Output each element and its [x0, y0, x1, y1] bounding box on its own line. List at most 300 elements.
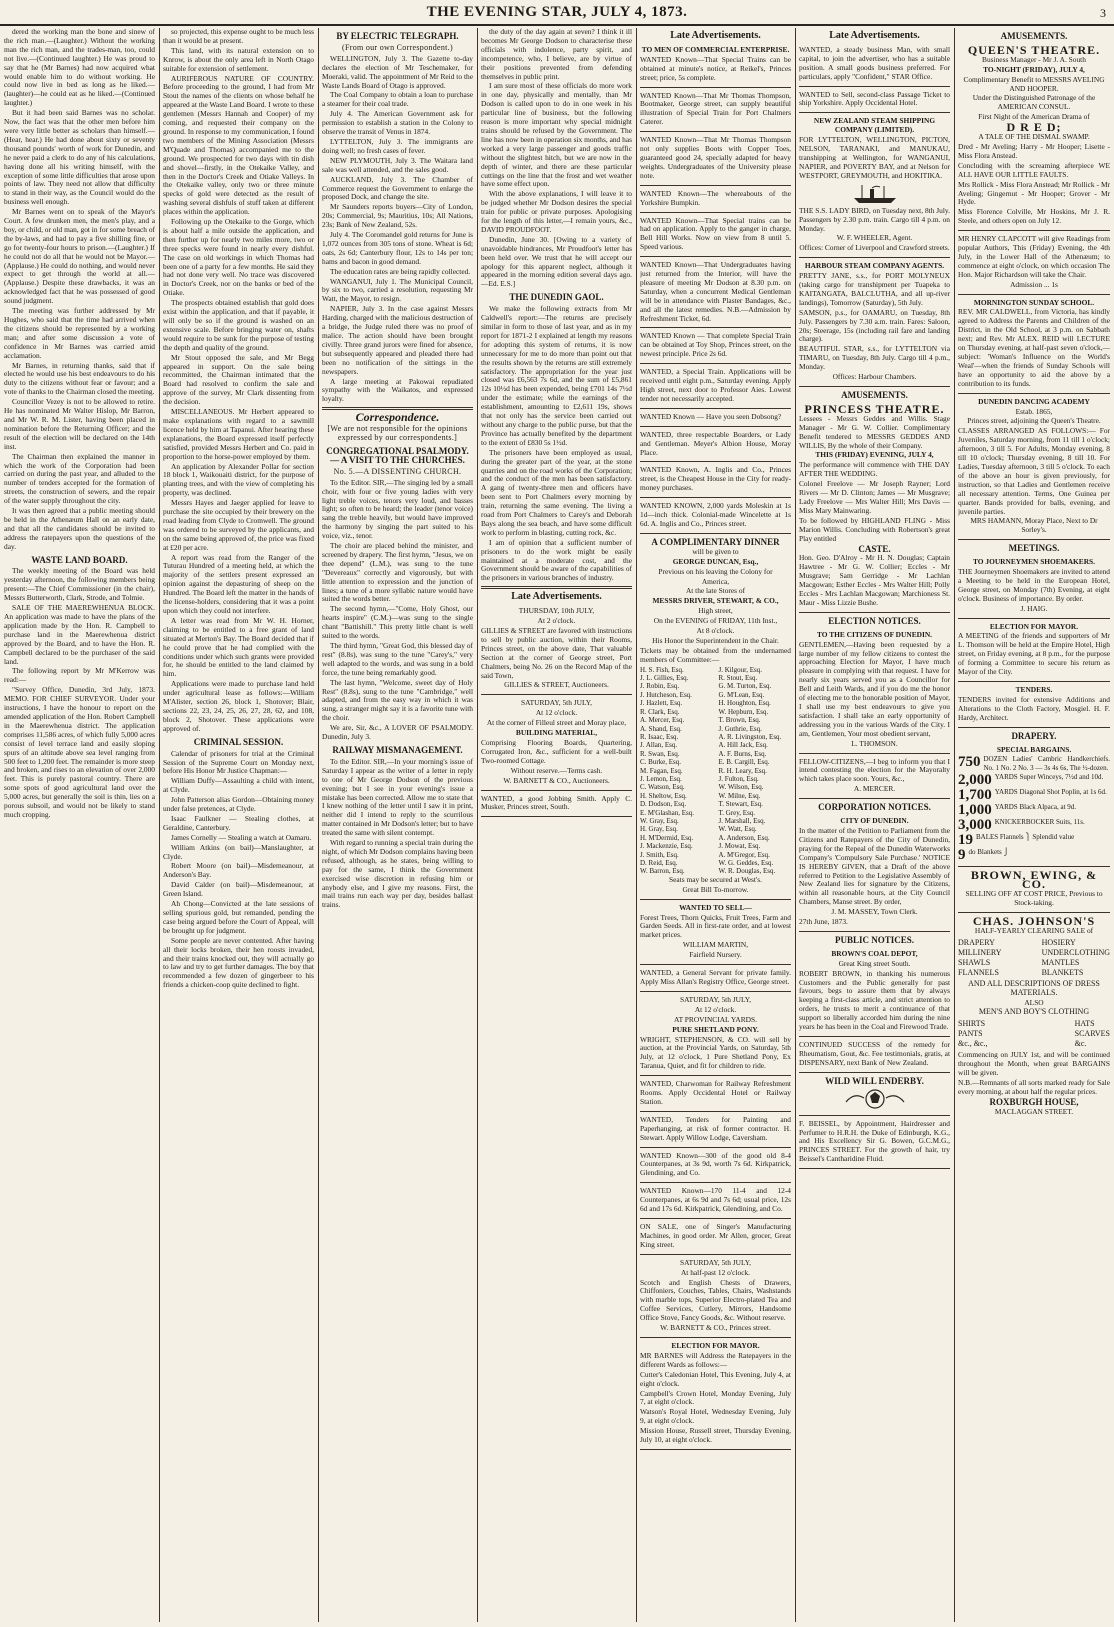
- ad-text: FOR LYTTELTON, WELLINGTON, PICTON, NELSON, TARANAKI, and MANUKAU, transhipping at Wellington, for WANGANUI, NAPIER, and POVERTY BAY, and at Nelson for WESTPORT, GREYMOUTH, and HOKITIKA.: [799, 135, 950, 180]
- letter-paragraph: The third hymn, "Great God, this blessed day of rest" (8.8s), was sung to the tune "Carey's," very well adapted to the words, and was sung in a bold force, the tune being remarkably good.: [322, 641, 473, 677]
- auction-item: BUILDING MATERIAL,: [515, 728, 598, 738]
- corporation-notice: [799, 815, 950, 932]
- ad-signature: A. MERCER.: [853, 784, 896, 794]
- bargain-text: BALES Flannels ⎫ Splendid value: [976, 833, 1075, 842]
- section-heading: WASTE LAND BOARD.: [31, 554, 128, 565]
- election-ad: [799, 629, 950, 754]
- committee-member: W. R. Douglas, Esq.: [718, 867, 776, 876]
- committee-member: J. Mowat, Esq.: [718, 842, 761, 851]
- goods-item: HOSIERY: [1041, 937, 1076, 947]
- ad-text: THE S.S. LADY BIRD, on Tuesday next, 8th July. Passengers by 2.30 p.m. train. Cargo till 4 p.m. on Monday.: [799, 205, 950, 233]
- dancing-ad: [958, 396, 1110, 541]
- play-title: CASTE.: [858, 543, 891, 554]
- letter-paragraph: To the Editor. SIR,—The singing led by a small choir, with four or five young ladies with very light treble voices, tenors very loud, and basses light; so often to be heard; the leader (tenor voice) sang the treble heavily, but would have improved the harmony by singing the part suited to his voice, viz., tenor.: [322, 477, 473, 541]
- ad-text: WANTED Known—That Mr Thomas Thompson not only supplies Boots with Copper Toes, guaranteed good 24, specially adapted for heavy weights. Undergraduates of the University please note.: [640, 135, 791, 180]
- classified-ad: [799, 1039, 950, 1073]
- dinner-line: At 8 o'clock.: [696, 626, 735, 636]
- ad-heading: WANTED TO SELL—: [679, 902, 752, 912]
- article-paragraph: AURIFEROUS NATURE OF COUNTRY. Before proceeding to the ground, I had from Mr Stout the names of the clients on whose behalf he appeared at the Waste Land Board. I wrote to these gentlemen (Messrs Hannah and Cooper) of my coming, and requested their company on the ground. In response to my communication, I found two members of the Mining Association (Messrs M'Quade and Thomas) accompanied me to the ground. We prospected for two days with tin dish and shovel—firstly, in the Otekaike Valley, and then in the Doctor's Creek and Otiake Valleys. In the Otekaike valley, only two or three minute specks of gold were detected as the result of washing several dishfuls of stuff taken at different places within the application.: [163, 73, 314, 217]
- ad-text: WANTED Known—That Undergraduates having just returned from the Interior, will have the pleasure of meeting Mr Dodson at 8.30 p.m. on Saturday, when a concurrent Medical Gentleman will be in attendance with Plaster Bandages, &c., and all the latest remedies. N.B.—Admission by Refreshment Ticket, 6d.: [640, 260, 791, 323]
- goods-item: FLANNELS: [958, 967, 999, 977]
- ad-text: TO-NIGHT (FRIDAY), JULY 4,: [983, 64, 1085, 74]
- ad-text: N.B.—Remnants of all sorts marked ready for Sale every morning, at about half the regular prices.: [958, 1078, 1110, 1096]
- auction-date: SATURDAY, 5th JULY,: [680, 994, 751, 1004]
- committee-member: G. M. Turton, Esq.: [718, 682, 772, 691]
- committee-member: J. Marshall, Esq.: [718, 816, 766, 825]
- johnson-ad: [958, 915, 1110, 1121]
- classified-ad: [640, 464, 791, 498]
- article-paragraph: Following up the Otekaike to the Gorge, which is about half a mile outside the application, and then further up for nearly two miles more, two or three specks were found in nearly every dishful. The case on old workings in which Thomas had been one of a party for a few months. He said they had not done very well. No trace was discovered in Doctor's Creek, nor on the banks or bed of the Otiake.: [163, 217, 314, 298]
- ad-heading: BROWN, EWING, & CO.: [970, 868, 1098, 892]
- article-paragraph: A report was read from the Ranger of the Tuturau Hundred of a meeting held, at which the majority of the settlers present expressed an opinion against the depasturing of sheep on the Hundred. The Board left the matter in the hands of the license-holders, considering that it was a point upon which they could not interfere.: [163, 552, 314, 615]
- correspondence-title: Correspondence.: [355, 410, 440, 425]
- classified-ad: [640, 1221, 791, 1255]
- article-paragraph: The prisoners have been employed as usual, during the greater part of the year, at the stone quarries and on the road works of the Corporation; and the conduct of the men has been satisfactory. A gang of twenty-three men and officers have been sent to Port Chalmers every morning by train, returning the same evening. The living a road from Port Chalmers to Carey's and Deborah Bays along the sea beach, and have some difficult work to perform in blasting, cutting rock, &c.: [481, 447, 632, 537]
- dinner-line: His Honor the Superintendent in the Chair.: [652, 635, 779, 645]
- letter-paragraph: With the above explanations, I will leave it to be judged whether Mr Dodson desires the special train for public or private purposes. Apologising for the length of this letter,—I remain yours, &c., DAVID PROUDFOOT.: [481, 189, 632, 234]
- bargain-quantity: 1,000: [958, 802, 992, 819]
- column-rule: [954, 28, 955, 1622]
- bargain-row: [958, 833, 1110, 848]
- classified-ad: [640, 429, 791, 463]
- ad-text: MR HENRY CLAPCOTT will give Readings from popular Authors, This (Friday) Evening, the 4th July, in the Lower Hall of the Athenæum; to commence at eight o'clock, on which occasion The Hon. Major Richardson will take the Chair.: [958, 234, 1110, 279]
- ad-text: In the matter of the Petition to Parliament from the Citizens and Ratepayers of the City of Dunedin, praying for the Repeal of the Dunedin Waterworks Company's 'Compulsory Sale Purchase.' NOTICE IS HEREBY GIVEN, that a Draft of the above referred to Petition to the Legislative Assembly of New Zealand lies for signature by the Citizens, within all reasonable hours, at the City Council Chambers, Manse street. By order,: [799, 825, 950, 907]
- letter-paragraph: the duty of the day again at seven? I think it ill becomes Mr George Dodson to characterise these officials with indolence, party spirit, and incompetence, who, I believe, are by virtue of their positions prevented from defending themselves in public print.: [481, 28, 632, 81]
- ad-text: First Night of the American Drama of: [978, 112, 1090, 122]
- ad-heading: MORNINGTON SUNDAY SCHOOL.: [973, 297, 1095, 307]
- telegram-paragraph: July 4. The American Government ask for permission to establish a station in the Colony to observe the transit of Venus in 1874.: [322, 109, 473, 137]
- article-paragraph: William Duffy—Assaulting a child with intent, at Clyde.: [163, 776, 314, 795]
- bargain-row: [958, 818, 1110, 833]
- ad-heading: TO THE CITIZENS OF DUNEDIN.: [816, 629, 933, 639]
- goods-item: UNDERCLOTHING: [1041, 947, 1110, 957]
- ad-text: FELLOW-CITIZENS,—I beg to inform you that I intend contesting the election for the Mayoralty which takes place soon. Yours, &c.,: [799, 756, 950, 784]
- telegram-paragraph: The education rates are being rapidly collected.: [330, 266, 471, 276]
- shipping-ad: [799, 260, 950, 387]
- committee-member: G. M'Lean, Esq.: [718, 690, 765, 699]
- auction-date: SATURDAY, 5th JULY,: [680, 1257, 751, 1267]
- ad-text: WANTED Known—That Special trains can be had on application. Apply to the ganger in charge, Bell Hill Works. Now on view from 8 until 5. Speed various.: [640, 215, 791, 252]
- goods-item: BLANKETS: [1041, 967, 1084, 977]
- committee-member: W. Wilson, Esq.: [718, 783, 764, 792]
- ad-text: WANTED, a good Jobbing Smith. Apply C. Musker, Princes street, South.: [481, 793, 632, 812]
- telegram-paragraph: WANGANUI, July 1. The Municipal Council, by six to two, carried a resolution, requesting Mr Watt, the Mayor, to resign.: [322, 276, 473, 304]
- letter-paragraph: The second hymn,—"Come, Holy Ghost, our hearts inspire" (C.M.)—was sung to the single chant "Battishill." This pretty little chant is well suited to the words.: [322, 604, 473, 641]
- auction-date: THURSDAY, 10th JULY,: [518, 606, 595, 616]
- ad-text: 27th June, 1873.: [799, 917, 848, 927]
- auctioneer-signature: GILLIES & STREET, Auctioneers.: [504, 680, 609, 690]
- bargain-quantity: 3,000: [958, 817, 992, 834]
- article-paragraph: Mr Barnes went on to speak of the Mayor's Court. A few drunken men, the men's play, and a boy, or child, or old man, got in for some breach of the by-laws, and had to pay a five shilling fine, or go for twenty-four hours to prison.—(Laughter.) If he could not do all that he would not be Mayor.—(Applause.) He could do nothing, and would never expect to get through the world at all.—(Applause.) Despite these drawbacks, it was an acknowledged fact that he was possessed of good sound judgment.: [4, 207, 155, 306]
- election-ad: [799, 756, 950, 800]
- for-sale-ad: [640, 902, 791, 965]
- play-title: D R E D;: [1006, 120, 1062, 135]
- ad-heading: ELECTION FOR MAYOR.: [671, 1340, 760, 1350]
- auction-ad: [481, 605, 632, 695]
- shipping-ad: [799, 115, 950, 258]
- bargain-row: [958, 755, 1110, 773]
- article-paragraph: This land, with its natural extension on to Knrow, is about the only area left in North Otago suitable for extension of settlement.: [163, 45, 314, 73]
- ad-heading: CITY OF DUNEDIN.: [840, 816, 909, 826]
- committee-member: A. M'Gregor, Esq.: [718, 850, 770, 859]
- ad-text: CLASSES ARRANGED AS FOLLOWS:— For Juveniles, Saturday morning, from 11 till 1 o'clock; afternoon, 3 till 5. For Adults, Monday evening, 8 till 10 o'clock; Thursday evening, 8 till 10. For Ladies, Tuesday afternoon, 3 till 5 o'clock. To each of the above an hour is given previously, for instruction, so that Ladies and Gentlemen receive all necessary attention. Terms, One Guinea per quarter. Bands provided for balls, evening, and juvenile parties.: [958, 426, 1110, 516]
- divider: [481, 586, 632, 589]
- goods-item: SHAWLS: [958, 957, 991, 967]
- ad-text: Great King street South.: [838, 958, 911, 968]
- committee-member: M. Fagan, Esq.: [640, 766, 683, 775]
- bargain-quantity: 750: [958, 754, 981, 771]
- telegram-paragraph: LYTTELTON, July 3. The immigrants are doing well; no fresh cases of fever.: [322, 136, 473, 155]
- committee-member: T. Stewart, Esq.: [718, 800, 763, 809]
- committee-member: H. Houghton, Esq.: [718, 699, 771, 708]
- ad-text: MEN'S AND BOY'S CLOTHING: [978, 1007, 1090, 1017]
- section-heading: AMUSEMENTS.: [1000, 31, 1068, 41]
- ad-text: WANTED Known—300 of the good old 8-4 Counterpanes, at 3s 9d, worth 7s 6d. Kirkpatrick, Glendining, and Co.: [640, 1150, 791, 1178]
- theatre-title: QUEEN'S THEATRE.: [967, 42, 1101, 57]
- ad-signature: J. M. MASSEY, Town Clerk.: [831, 907, 918, 917]
- committee-member: W. Barron, Esq.: [640, 867, 685, 876]
- ad-text: BEAUTIFUL STAR, s.s., for LYTTELTON via TIMARU, on Tuesday, 8th July. Cargo till 4 p.m., Monday.: [799, 344, 950, 372]
- ad-heading: CHAS. JOHNSON'S: [972, 913, 1096, 928]
- committee-member: E. B. Cargill, Esq.: [718, 758, 770, 767]
- goods-item: &c.: [1074, 1039, 1087, 1049]
- auctioneer-signature: W. BARNETT & CO., Princes street.: [660, 1323, 771, 1333]
- column-3: [322, 28, 473, 1622]
- committee-member: W. Gray, Esq.: [640, 816, 679, 825]
- goods-item: DRAPERY: [958, 937, 995, 947]
- committee-member: J. Kilgour, Esq.: [718, 665, 762, 674]
- article-paragraph: The meeting was further addressed by Mr Hughes, who said that the time had arrived when the citizens should be represented by a working man; and after some discussion a vote of confidence in Mr Barnes was carried amid acclamation.: [4, 306, 155, 360]
- committee-member: T. Grey, Esq.: [718, 808, 756, 817]
- theatre-title: PRINCESS THEATRE.: [804, 401, 945, 416]
- ad-text: Colonel Freelove — Mr Joseph Rayner; Lord Rivers — Mr D. Clinton; James — Mr Musgrave; Lady Freelove — Mrs Walter Hill; Mrs Davis — Miss Mary Mainwaring.: [799, 479, 950, 515]
- goods-list: [958, 1019, 1110, 1049]
- ad-text: HALF-YEARLY CLEARING SALE of: [974, 925, 1094, 935]
- article-paragraph: SALE OF THE MAEREWHENUA BLOCK. An application was made to have the plans of the application made by the Hon. R. Campbell to purchase land in the Maerewhenua district approved by the Board, and to have the Hon. R. Campbell declared to be the purchaser of the said land.: [4, 603, 155, 666]
- ad-text: ALSO: [1024, 997, 1044, 1007]
- letter-paragraph: Dunedin, June 30. [Owing to a variety of unavoidable hindrances, Mr Proudfoot's letter has been held over. We trust that he will accept our apology for this apparent neglect, although it appeared in the morning edition several days ago.—Ed. E.S.]: [481, 234, 632, 289]
- auction-body: GILLIES & STREET are favored with instructions to sell by public auction, within their Rooms, Princes street, on the above date, That valuable Section at the corner of George street, Port Chalmers, being No. 26 on the Record Map of the said Town,: [481, 626, 632, 680]
- committee-member: W. Watt, Esq.: [718, 825, 757, 834]
- article-paragraph: David Calder (on bail)—Misdemeanour, at Green Island.: [163, 880, 314, 899]
- committee-member: A. Shand, Esq.: [640, 724, 682, 733]
- committee-member: J. Fulton, Esq.: [718, 774, 759, 783]
- letter-paragraph: The last hymn, "Welcome, sweet day of Holy Rest" (8.8s), sung to the tune "Cambridge," well adapted, and from the easy way in which it was sung, a stranger might say it is a favorite tune with the choir.: [322, 677, 473, 723]
- letter-paragraph: To the Editor. SIR,—In your morning's issue of Saturday I appear as the writer of a letter in reply to one of Mr George Dodson of the previous evening; but I see in your evening's issue a mistake has been corrected. Allow me to state that I knew nothing of the letter until I saw it in print, neither did I intend to reply to the scurrilous matter contained in Mr Dodson's letter; but to have treated the same with silent contempt.: [322, 756, 473, 838]
- column-6: [799, 28, 950, 1622]
- ad-text: TENDERS invited for extensive Additions and Alterations to the Cloth Factory, Mosgiel. H. F. Hardy, Architect.: [958, 694, 1110, 722]
- ad-text: MR BARNES will Address the Ratepayers in the different Wards as follows:—: [640, 1350, 791, 1369]
- masthead: [0, 0, 1114, 26]
- article-paragraph: James Cornelly — Stealing a watch at Oamaru.: [171, 832, 312, 842]
- dinner-line: Seats may be secured at West's.: [669, 874, 762, 884]
- column-4: [481, 28, 632, 1622]
- committee-member: H. S. Fish, Esq.: [640, 665, 684, 674]
- ad-signature: ROXBURGH HOUSE,: [989, 1096, 1079, 1107]
- committee-member: J. Hutcheson, Esq.: [640, 690, 692, 699]
- meeting-item: Cutter's Caledonian Hotel, This Evening, July 4, at eight o'clock.: [640, 1369, 791, 1388]
- telegram-paragraph: AUCKLAND, July 3. The Chamber of Commerce request the Government to enlarge the proposed Dock, and change the site.: [322, 174, 473, 202]
- committee-member: C. Watson, Esq.: [640, 783, 685, 792]
- readings-ad: [958, 233, 1110, 294]
- auction-body: Comprising Flooring Boards, Quartering, Corrugated Iron, &c., sufficient for a well-built Two-roomed Cottage.: [481, 737, 632, 765]
- ad-text: WANTED Known—170 11-4 and 12-4 Counterpanes, at 6s 9d and 7s 6d; usual price, 12s 6d and 17s 6d. Kirkpatrick, Glendining, and Co.: [640, 1186, 791, 1214]
- goods-item: &c., &c.,: [958, 1039, 988, 1049]
- goods-item: PANTS: [958, 1029, 983, 1039]
- letter-paragraph: The choir are placed behind the minister, and screened by drapery. The first hymn, "Jesus, we on thee depend" (L.M.), was sung to the tune "Devereaux" correctly and vigorously, but with little attention to expression and the junction of lines; a tune of a more syllabic nature would have suited the words better.: [322, 541, 473, 604]
- auction-terms: Without reserve.—Terms cash.: [510, 765, 603, 775]
- goods-column-right: [1042, 938, 1110, 978]
- committee-member: J. Guthrie, Esq.: [718, 724, 762, 733]
- article-paragraph: Ah Chong—Convicted at the late sessions of selling spurious gold, but remanded, pending the case being argued before the Court of Appeal, will be brought up for judgment.: [163, 899, 314, 935]
- classified-ad: [799, 1075, 950, 1116]
- election-ad: [640, 1340, 791, 1450]
- classified-ad: [640, 134, 791, 186]
- goods-item: MILLINERY: [958, 947, 1002, 957]
- ad-heading: WILD WILL ENDERBY.: [825, 1075, 924, 1086]
- telegram-paragraph: The Coal Company to obtain a loan to purchase a steamer for their coal trade.: [322, 90, 473, 109]
- ad-text: SELLING OFF AT COST PRICE, Previous to Stock-taking.: [965, 889, 1103, 907]
- dinner-lead: A COMPLIMENTARY DINNER: [651, 536, 780, 547]
- committee-member: R. Isaac, Esq.: [640, 732, 679, 741]
- ad-heading: SPECIAL BARGAINS.: [996, 744, 1072, 754]
- bargain-text: YARDS Black Alpaca, at 9d.: [994, 803, 1077, 812]
- classified-ad: [799, 1118, 950, 1170]
- goods-list: [958, 938, 1110, 978]
- article-paragraph: MISCELLANEOUS. Mr Herbert appeared to make explanations with regard to a sawmill licence held by him at Tapanui. After hearing these explanations, the Board expressed itself perfectly satisfied, provided Messrs Herbert and Co. paid in proportion to the horse-power employed by them.: [163, 407, 314, 461]
- committee-member: W. G. Geddes, Esq.: [718, 859, 774, 867]
- article-paragraph: Isaac Faulkner — Stealing clothes, at Geraldine, Canterbury.: [163, 813, 314, 832]
- dinner-line: Previous on his leaving the Colony for: [658, 566, 773, 576]
- committee-member: D. Reid, Esq.: [640, 859, 678, 867]
- dinner-line: On the EVENING of FRIDAY, 11th Inst.,: [653, 616, 778, 626]
- goods-item: MANTLES: [1041, 957, 1080, 967]
- article-paragraph: Mr Barnes, in returning thanks, said that if elected he would use his best endeavours to do his duty to the citizens without fear or favour; and a vote of thanks to the Chairman closed the meeting.: [4, 360, 155, 397]
- auction-body: Scotch and English Chests of Drawers, Chiffoniers, Couches, Tables, Chairs, Washstands with marble tops, Superior Electro-plated Tea and Coffee Services, Cutlery, Mirrors, Handsome Office Stove, Fancy Goods, &c. Without reserve.: [640, 1277, 791, 1323]
- article-paragraph: An application by Alexander Pollar for section 18 block 1, Waikouaiti district, for the purpose of planting trees, and with the view of completing his property, was declined.: [163, 461, 314, 498]
- committee-member: D. Dodson, Esq.: [640, 800, 687, 809]
- committee-member: R. Stout, Esq.: [718, 674, 758, 683]
- bargain-quantity: 2,000: [958, 772, 992, 789]
- telegram-paragraph: WELLINGTON, July 3. The Gazette to-day declares the election of Mr Teschemaker, for Moeraki, valid. The appointment of Mr Reid to the Waste Lands Board of Otago is approved.: [322, 53, 473, 90]
- dinner-line: Tickets may be obtained from the undernamed members of Committee:—: [640, 645, 791, 664]
- meeting-ad: [958, 621, 1110, 682]
- article-paragraph: Some people are never contented. After having all their locks broken, their hen roosts invaded, and their trains knocked out, they will actually go to law and try to get further damages. The boy that recommended a few dozen of gingerbeer to his friends a chicken-coop quite declined to fight.: [163, 935, 314, 990]
- ad-heading: DUNEDIN DANCING ACADEMY: [978, 396, 1090, 406]
- committee-member: R. H. Leary, Esq.: [718, 766, 767, 775]
- ad-text: MACLAGGAN STREET.: [994, 1106, 1074, 1116]
- bargain-row: [958, 788, 1110, 803]
- meeting-item: Mission House, Russell street, Thursday Evening, July 10, at eight o'clock.: [640, 1426, 791, 1445]
- classified-ad: [640, 967, 791, 992]
- ad-text: Offices: Harbour Chambers.: [832, 372, 917, 382]
- ad-text: F. BEISSEL, by Appointment, Hairdresser and Perfumer to H.R.H. the Duke of Edinburgh, K.G., and His Excellency Sir G. Bowen, G.C.M.G., PRINCES STREET. For the growth of hair, try Beissel's Cantharidine Fluid.: [799, 1118, 950, 1164]
- dinner-ad: [640, 536, 791, 900]
- section-heading: CRIMINAL SESSION.: [193, 736, 284, 747]
- committee-member: W. Milne, Esq.: [718, 791, 761, 800]
- telegram-paragraph: A large meeting at Pakowai repudiated sympathy with the Waikatos, and expressed loyalty.: [322, 376, 473, 404]
- goods-column-left: [958, 938, 1002, 978]
- classified-ad: [481, 793, 632, 818]
- bargain-text: YARDS Super Winceys, 7½d and 10d.: [994, 773, 1104, 782]
- ad-text: REV. MR CALDWELL, from Victoria, has kindly agreed to Address the Parents and Children of the District, in the Old School, at 3 p.m. on Sabbath next; and Rev. Mr ALEX. REID will LECTURE on Thursday evening, at half-past seven o'clock,—subject: 'Woman's Influence on the World's Weal'—when the friends of Sunday Schools will have an opportunity to aid the above by a contribution to its funds.: [958, 307, 1110, 388]
- classified-ad: [640, 366, 791, 409]
- article-paragraph: dered the working man the bone and sinew of the rich man.—(Laughter.) Without the working man the rich man, and the trades-man, too, could not live.—(Continued laughter.) He was proud to say that he (Mr Barnes) had now acquired what would enable him to do without working. He could now live in bed as long as he liked.—(laughter)—he could eat as he liked.—(Continued laughter.): [4, 28, 155, 108]
- ad-heading: BROWN'S COAL DEPOT,: [831, 948, 918, 958]
- article-paragraph: The prospects obtained establish that gold does exist within the application, and that if payable, it will only be so if the ground is washed on an extensive scale. Before bringing water on, shafts would require to be sunk for the purpose of testing the depth and quality of the ground.: [163, 298, 314, 352]
- ad-heading: ELECTION FOR MAYOR.: [989, 621, 1079, 631]
- ad-heading: TENDERS.: [1015, 685, 1053, 694]
- classified-ad: [640, 1114, 791, 1148]
- ad-text: WANTED Known — That complete Special Train can be obtained at Toy Shop, Princes street, on the newest principle. Price 2s 6d.: [640, 331, 791, 359]
- column-7: [958, 28, 1110, 1622]
- bargain-quantity: 19: [958, 832, 973, 849]
- bargain-row: [958, 848, 1110, 863]
- ad-text: THE Journeymen Shoemakers are invited to attend a Meeting to be held in the European Hotel, George street, on Monday (7th) Evening, at eight o'clock. Business of importance. By order.: [958, 567, 1110, 603]
- ad-text: To be followed by HIGHLAND FLING - Miss Marion Willis. Concluding with Robertson's great Play entitled: [799, 515, 950, 543]
- bargain-text: DOZEN Ladies' Cambric Handkerchiefs. No. 1 No. 2 No. 3 — 3s 4s 6s, The ½-dozen.: [983, 755, 1110, 773]
- ad-heading: NEW ZEALAND STEAM SHIPPING COMPANY (LIMITED).: [813, 116, 936, 135]
- ad-text: Estab. 1865,: [1015, 406, 1053, 416]
- dinner-line: will be given to: [692, 546, 739, 556]
- committee-member: J. Smith, Esq.: [640, 850, 679, 859]
- ad-text: WANTED, a Special Train. Applications will be received until eight p.m., Saturday evening. Apply High street, next door to Professor Aies. Lowest tender not necessarily accepted.: [640, 367, 791, 403]
- article-paragraph: The weekly meeting of the Board was held yesterday afternoon, the following members being present:—The Chief Commissioner (in the chair), Messrs Butterworth, Clark, Strode, and Tolmie.: [4, 566, 155, 603]
- section-heading: CORPORATION NOTICES.: [818, 802, 931, 813]
- telegram-paragraph: Mr Saunders reports buyers—City of London, 20s; Commercial, 9s; Mauritius, 10s; All Nations, 23s; Bank of New Zealand, 52s.: [322, 202, 473, 230]
- bargains-ad: [958, 744, 1110, 868]
- theatre-ad: [958, 44, 1110, 231]
- ad-text: GENTLEMEN,—Having been requested by a large number of my fellow citizens to contest the approaching Election for Mayor, I have much pleasure in complying with that request. I have for nearly six years served you as a Councillor for Bell and Leith Wards, and if you do me the honor of electing me to the honorable position of Mayor, I shall use my best endeavours to give you satisfaction. I shall take an early opportunity of addressing you in the various Wards of the City. I am, Gentlemen, Your most obedient servant,: [799, 639, 950, 738]
- article-paragraph: It was then agreed that a public meeting should be held in the Athenæum Hall on an early date, and that all the candidates should be invited to address the ratepayers upon the questions of the day.: [4, 506, 155, 551]
- goods-item: SHIRTS: [958, 1019, 986, 1029]
- church-notice: [958, 297, 1110, 394]
- ad-text: WANTED Known—The whereabouts of the Yorkshire Bumpkin.: [640, 188, 791, 207]
- auction-place: AT PROVINCIAL YARDS.: [674, 1014, 757, 1024]
- late-ads-title: Late Advertisements.: [829, 30, 920, 41]
- article-paragraph: But it had been said Barnes was no scholar. Now, the fact was that the other men before him were very little better as scholars than himself.—(Hear, hear.) He had done about sixty or seventy thousand pounds' worth of work for Dunedin, and he never paid a clerk to do any of his calculations, having done all his writing himself, with the exception of some little difficulties that arose upon points of law. They need not allow that difficulty to stand in their way, as the Council would do the business well enough.: [4, 108, 155, 207]
- ad-text: WANTED KNOWN, 2,000 yards Moleskin at 1s 1d—inch thick. Colonial-made Wincelette at 1s 6d. A. Inglis and Co., Princes street.: [640, 501, 791, 528]
- section-heading: RAILWAY MISMANAGEMENT.: [332, 744, 463, 755]
- ad-heading: HARBOUR STEAM COMPANY AGENTS.: [804, 261, 945, 271]
- ad-heading: TO MEN OF COMMERCIAL ENTERPRISE.: [641, 44, 790, 54]
- bargain-quantity: 1,700: [958, 787, 992, 804]
- classified-ad: [640, 1185, 791, 1219]
- ad-text: WANTED, Charwoman for Railway Refreshment Rooms. Apply Occidental Hotel or Railway Station.: [640, 1079, 791, 1106]
- article-paragraph: Councillor Vezey is not to be allowed to retire. He has nominated Mr Walter Hislop, Mr Barron, and Mr W. R. M. Lister, having been placed in nomination before the Returning Officer; and the result of the election will be declared on the 14th inst.: [4, 397, 155, 451]
- ad-text: THIS (FRIDAY) EVENING, JULY 4,: [815, 450, 934, 460]
- ad-text: Offices: Corner of Liverpool and Crawford streets.: [799, 243, 950, 253]
- dinner-venue: MESSRS DRIVER, STEWART, & CO.,: [652, 596, 779, 606]
- goods-column-left: [958, 1019, 988, 1049]
- bargain-text: YARDS Diagonal Shot Poplin, at 1s 6d.: [994, 788, 1107, 797]
- bargain-text: KNICKERBOCKER Suits, 11s.: [994, 818, 1085, 827]
- ad-text: Forest Trees, Thorn Quicks, Fruit Trees, Farm and Garden Seeds. All in first-rate order, and at lowest market prices.: [640, 912, 791, 940]
- ad-text: WANTED, a steady business Man, with small capital, to join the advertiser, who has a suitable position. A small goods business preferred. For particulars, apply "Confident," STAR Office.: [799, 44, 950, 81]
- classified-ad: [640, 188, 791, 213]
- committee-member: A. Hill Jack, Esq.: [718, 741, 768, 750]
- late-ads-title: Late Advertisements.: [670, 30, 761, 41]
- committee-member: H. Sheltow, Esq.: [640, 791, 687, 800]
- theatre-ad: [799, 403, 950, 613]
- auction-ad: [640, 1257, 791, 1338]
- auction-date: SATURDAY, 5th JULY,: [521, 698, 592, 708]
- section-heading: MEETINGS.: [1008, 543, 1060, 554]
- article-paragraph: John Patterson alias Gordon—Obtaining money under false pretences, at Clyde.: [163, 795, 314, 814]
- article-paragraph: Mr Stout opposed the sale, and Mr Begg appeared in support. On the sale being recommitted, the Chairman intimated that the Board had resolved to confirm the sale and approve of the survey, Mr Clark dissenting from the decision.: [163, 352, 314, 407]
- ad-text: PRETTY JANE, s.s., for PORT MOLYNEUX (taking cargo for transhipment per Tuapeka to KAITANGATA, BALCLUTHA, and all up-river landings), Tomorrow (Saturday), 5th July.: [799, 271, 950, 307]
- ad-text: Mrs Rollick - Miss Flora Anstead; Mr Rollick - Mr Aveling; Gingernut - Mr Hooper; Grover - Mr Hyde.: [958, 179, 1110, 207]
- section-heading: THE DUNEDIN GAOL.: [509, 292, 604, 303]
- ad-signature: WILLIAM MARTIN,: [682, 940, 749, 950]
- committee-member: W. Hepburn, Esq.: [718, 707, 769, 716]
- ad-text: CONTINUED SUCCESS of the remedy for Rheumatism, Gout, &c. Fee testimonials, gratis, at DISPENSARY, next Bank of New Zealand.: [799, 1040, 950, 1067]
- ad-text: Concluding with the screaming afterpiece WE ALL HAVE OUR LITTLE FAULTS.: [958, 160, 1110, 179]
- ad-text: WANTED Known—That Mr Thomas Thompson, Bootmaker, George street, can supply beautiful illustration of Special Train for Port Chalmers Caterer.: [640, 90, 791, 127]
- classified-ad: [640, 90, 791, 133]
- article-paragraph: We make the following extracts from Mr Caldwell's report:—The returns are precisely similar in form to those of last year, and as in my report for 1871-2 I explained at length my reasons for adopting this system of returns, it is now unnecessary for me to do more than point out that the results shown by the returns are still extremely satisfactory. The appropriation for the year just closed was £6,563 7s 6d, and the sum of £5,861 12s 10½d has been expended, being £701 14s 7½d under the estimate; while the earnings of the establishment, amounting to £2,611 19s, shows that not only has the service been carried out without any charge to the public purse, but that the Province has actually benefited by the department to the extent of £830 5s 1½d.: [481, 304, 632, 447]
- bargain-row: [958, 803, 1110, 818]
- column-rule: [159, 28, 160, 1622]
- page-number: 3: [1100, 6, 1106, 20]
- committee-member: A. F. Burns, Esq.: [718, 749, 767, 758]
- classified-ad: [640, 215, 791, 258]
- auctioneer-signature: W. BARNETT & CO., Auctioneers.: [503, 775, 610, 785]
- committee-member: H. M'Dermid, Esq.: [640, 833, 694, 842]
- article-paragraph: so projected, this expense ought to be much less than it would be at present.: [163, 28, 314, 45]
- section-heading: BY ELECTRIC TELEGRAPH.: [336, 31, 459, 41]
- meeting-ad: [958, 556, 1110, 618]
- article-paragraph: "Survey Office, Dunedin, 3rd July, 1873. MEMO. FOR CHIEF SURVEYOR. Under your instructions, I have the honour to report on the amended application of the Hon. Robert Campbell in the Maerewhenua district. The application comprises 11,586 acres, of which fully 5,000 acres consist of level terrace land and easily sloping spurs of an altitude above sea level ranging from 500 feet to 1,200 feet. The remainder is more steep and broken, and rises to an elevation of over 2,000 feet. This is purely pastoral country. There are some spots of good agricultural land over the 5,000 acres, but generally the soil is thin, lies on a porous subsoil, and would not be likely to stand much cropping.: [4, 685, 155, 819]
- ad-text: Dred - Mr Aveling; Harry - Mr Hooper; Lisette - Miss Flora Anstead.: [958, 141, 1110, 160]
- meeting-item: Watson's Royal Hotel, Wednesday Evening, July 9, at eight o'clock.: [640, 1407, 791, 1426]
- goods-item: HATS: [1074, 1019, 1095, 1029]
- ad-text: Under the Distinguished Patronage of the AMERICAN CONSUL.: [972, 93, 1096, 112]
- correspondence-note: [We are not responsible for the opinions expressed by our correspondents.]: [327, 424, 468, 443]
- committee-member: A. Mercer, Esq.: [640, 716, 685, 725]
- goods-item: SCARVES: [1074, 1029, 1110, 1039]
- section-heading: PUBLIC NOTICES.: [834, 934, 915, 945]
- auction-item: PURE SHETLAND PONY.: [672, 1024, 759, 1034]
- brown-ewing-ad: [958, 869, 1110, 913]
- auction-body: WRIGHT, STEPHENSON, & CO. will sell by auction, at the Provincial Yards, on Saturday, 5th July, at 12 o'clock, 1 Pure Shetland Pony, Ex Taranua, Quiet, and fit for children to ride.: [640, 1034, 791, 1071]
- telegram-paragraph: NAPIER, July 3. In the case against Messrs Harding, charged with the malicious destruction of a bridge, the Judge ruled there was no proof of malice. The action should have been brought civilly. Three grand jurors were fined for absence, but subsequently appeared and pleaded there had been no notification of the sittings in the newspapers.: [322, 304, 473, 376]
- auction-time: At 2 o'clock.: [537, 616, 576, 626]
- committee-member: J. Robin, Esq.: [640, 682, 680, 691]
- column-rule: [318, 28, 319, 1622]
- bargain-quantity: 9: [958, 847, 966, 864]
- column-rule: [636, 28, 637, 1622]
- committee-member: C. Burke, Esq.: [640, 758, 682, 767]
- section-heading: DRAPERY.: [1011, 730, 1057, 741]
- article-paragraph: A letter was read from Mr W. H. Horner, claiming to be entitled to a free grant of land situated at Merton's Bay. The Board decided that if he could prove that he had complied with the conditions under which such grants were provided for, he should be entitled to the land claimed by him.: [163, 615, 314, 679]
- ad-text: Admission ... 1s: [1010, 279, 1058, 289]
- auction-time: At half-past 12 o'clock.: [680, 1267, 751, 1277]
- committee-member: J. Lemon, Esq.: [640, 774, 682, 783]
- goods-column-right: [1075, 1019, 1110, 1049]
- telegram-paragraph: NEW PLYMOUTH, July 3. The Waitara land sale was well attended, and the sales good.: [322, 155, 473, 174]
- late-ads-title: Late Advertisements.: [511, 591, 602, 603]
- classified-ad: [640, 330, 791, 364]
- section-subheading: (From our own Correspondent.): [342, 42, 453, 52]
- classified-ad: [640, 259, 791, 328]
- classified-ad: [640, 44, 791, 88]
- committee-member: J. Hazlett, Esq.: [640, 699, 683, 708]
- ad-text: WANTED, Tenders for Painting and Paperhanging, at risk of former contractor. H. Stewart. Apply Willow Lodge, Caversham.: [640, 1114, 791, 1142]
- auction-ad: [640, 994, 791, 1076]
- ad-signature: W. F. WHEELER, Agent.: [836, 233, 913, 243]
- letter-paragraph: We are, Sir, &c., A LOVER OF PSALMODY. Dunedin, July 3.: [322, 723, 473, 742]
